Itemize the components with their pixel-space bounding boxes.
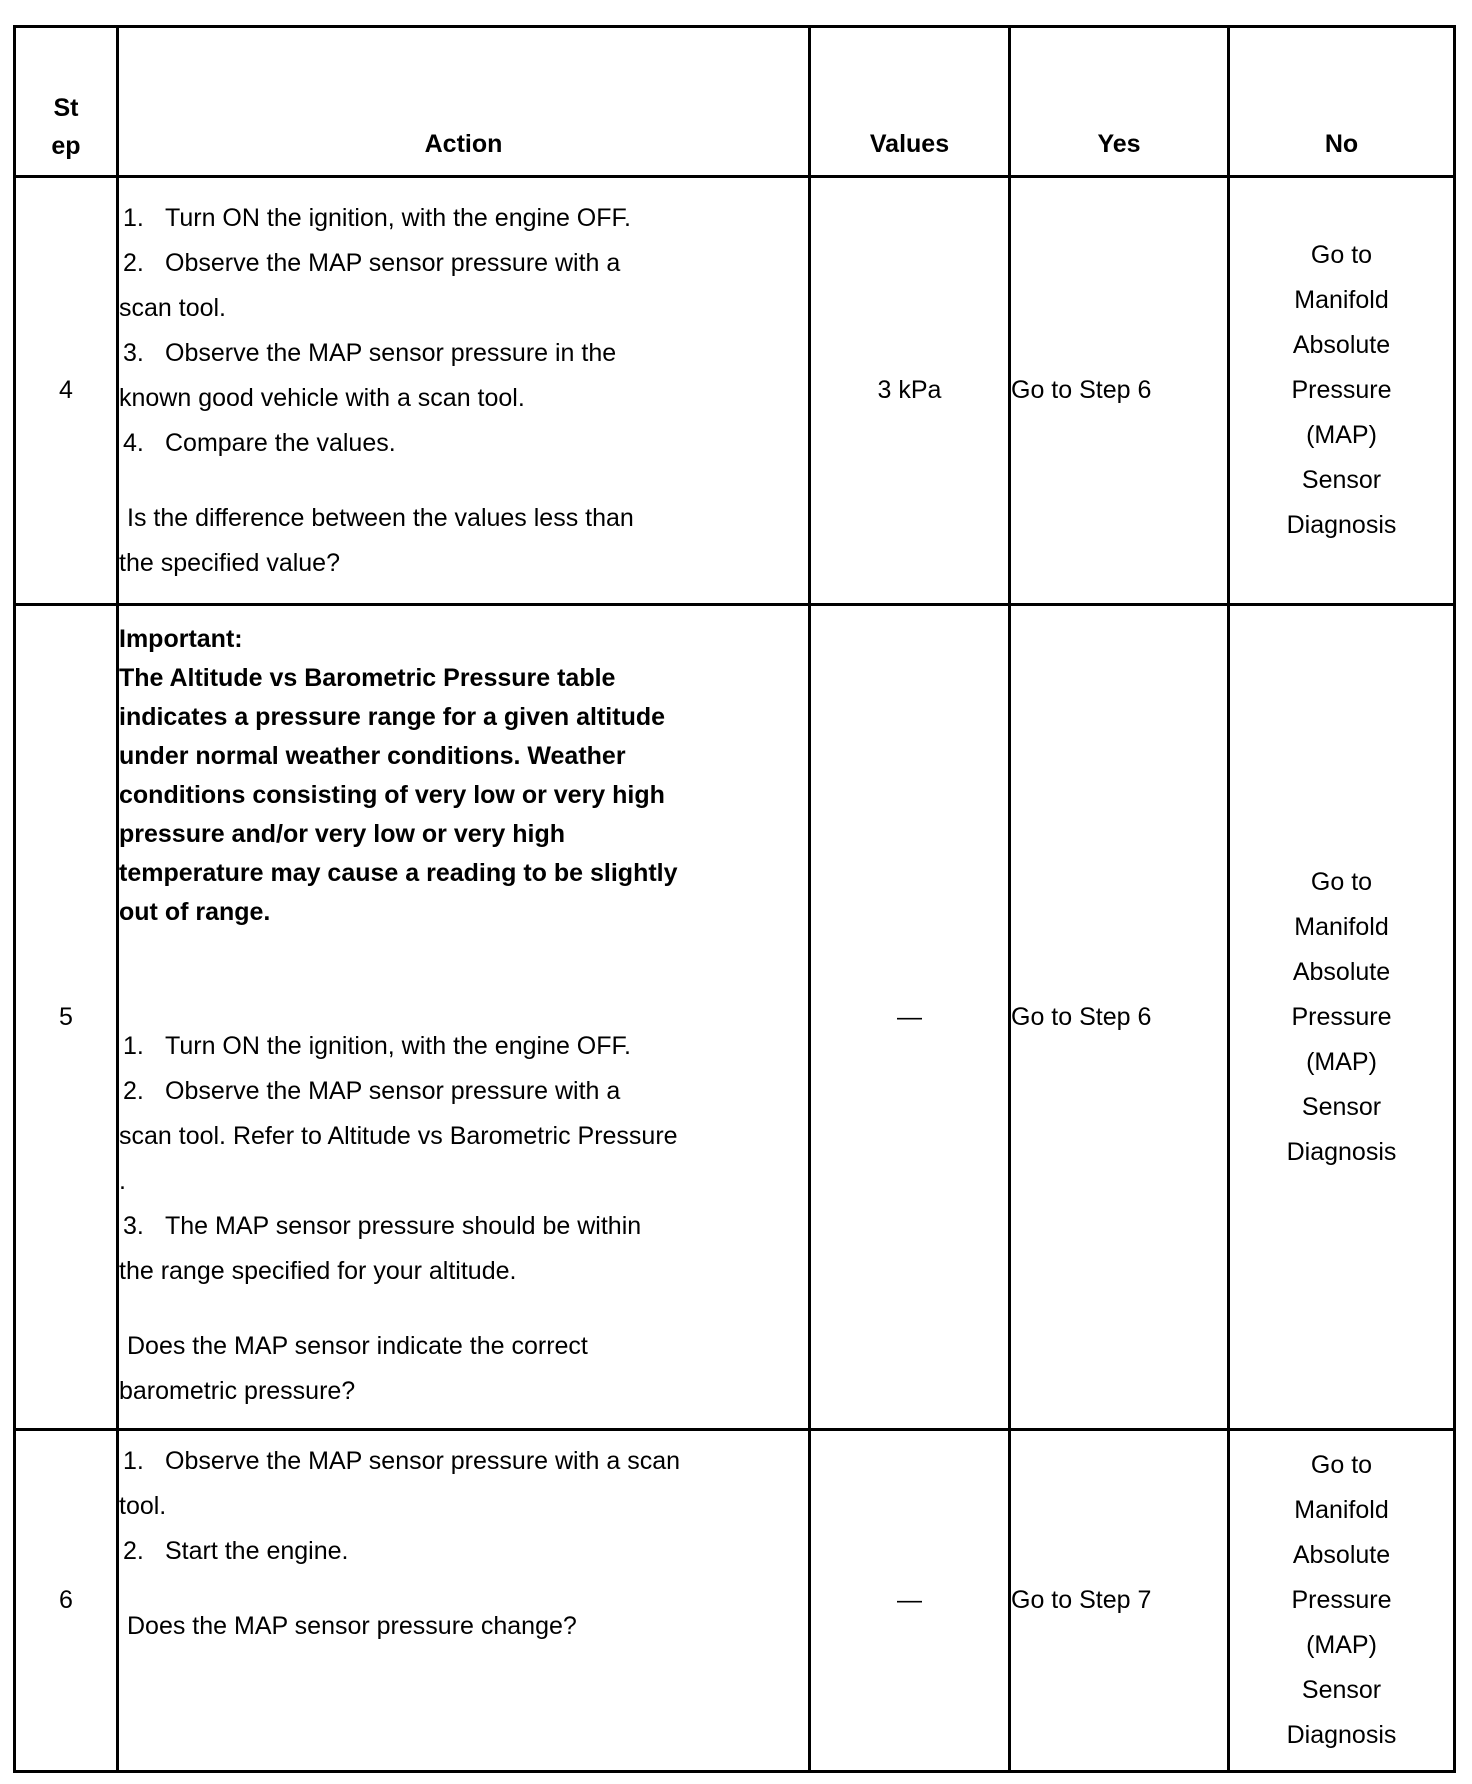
action-cell [118, 177, 810, 605]
yes-cell: Go to Step 7 [1010, 1430, 1229, 1772]
important-note: Important: The Altitude vs Barometric Pressure table indicates a pressure range for a given altitude under normal weather conditions. Weather conditions consisting of very low or very high pressure and/or very low or very high temperature may cause a reading to be slightly out of range. [119, 625, 678, 926]
action-question: barometric pressure? [119, 1377, 356, 1405]
action-line: scan tool. [119, 293, 227, 322]
action-cell [118, 605, 810, 1430]
no-cell: Go to Manifold Absolute Pressure (MAP) Sensor Diagnosis [1229, 1430, 1455, 1772]
action-line: 1. Turn ON the ignition, with the engine OFF. [123, 203, 631, 232]
action-question: the specified value? [119, 548, 340, 577]
action-cell [118, 1430, 810, 1772]
action-line: scan tool. Refer to Altitude vs Barometric Pressure [119, 1122, 678, 1150]
action-line: 2. Start the engine. [123, 1537, 349, 1565]
header-yes: Yes [1010, 27, 1229, 177]
action-line: 2. Observe the MAP sensor pressure with a [123, 248, 621, 277]
yes-cell: Go to Step 6 [1010, 177, 1229, 605]
no-cell: Go to Manifold Absolute Pressure (MAP) Sensor Diagnosis [1229, 605, 1455, 1430]
table-row [15, 1430, 1455, 1772]
action-question: Is the difference between the values less than [127, 503, 634, 532]
diagnostic-table [13, 25, 1456, 1773]
table-row [15, 177, 1455, 605]
action-question: Does the MAP sensor indicate the correct [127, 1332, 588, 1360]
action-line: 3. Observe the MAP sensor pressure in the [123, 338, 617, 367]
values-cell: 3 kPa [810, 177, 1010, 605]
action-line: known good vehicle with a scan tool. [119, 383, 525, 412]
header-step: St ep [15, 27, 118, 177]
action-line: the range specified for your altitude. [119, 1257, 517, 1285]
action-line: 3. The MAP sensor pressure should be within [123, 1212, 642, 1240]
action-line: tool. [119, 1492, 167, 1520]
yes-cell: Go to Step 6 [1010, 605, 1229, 1430]
step-number: 4 [15, 177, 118, 605]
table-header-row [15, 27, 1455, 177]
action-line: 1. Observe the MAP sensor pressure with a scan [123, 1447, 681, 1475]
step-number: 6 [15, 1430, 118, 1772]
action-line: 1. Turn ON the ignition, with the engine OFF. [123, 1032, 631, 1060]
header-values: Values [810, 27, 1010, 177]
table-row [15, 605, 1455, 1430]
step-number: 5 [15, 605, 118, 1430]
values-cell: — [810, 1430, 1010, 1772]
header-action: Action [118, 27, 810, 177]
action-line: 2. Observe the MAP sensor pressure with a [123, 1077, 621, 1105]
header-no: No [1229, 27, 1455, 177]
no-cell: Go to Manifold Absolute Pressure (MAP) Sensor Diagnosis [1229, 177, 1455, 605]
action-line: 4. Compare the values. [123, 428, 396, 457]
action-question: Does the MAP sensor pressure change? [127, 1612, 577, 1640]
action-line: . [119, 1167, 126, 1195]
values-cell: — [810, 605, 1010, 1430]
